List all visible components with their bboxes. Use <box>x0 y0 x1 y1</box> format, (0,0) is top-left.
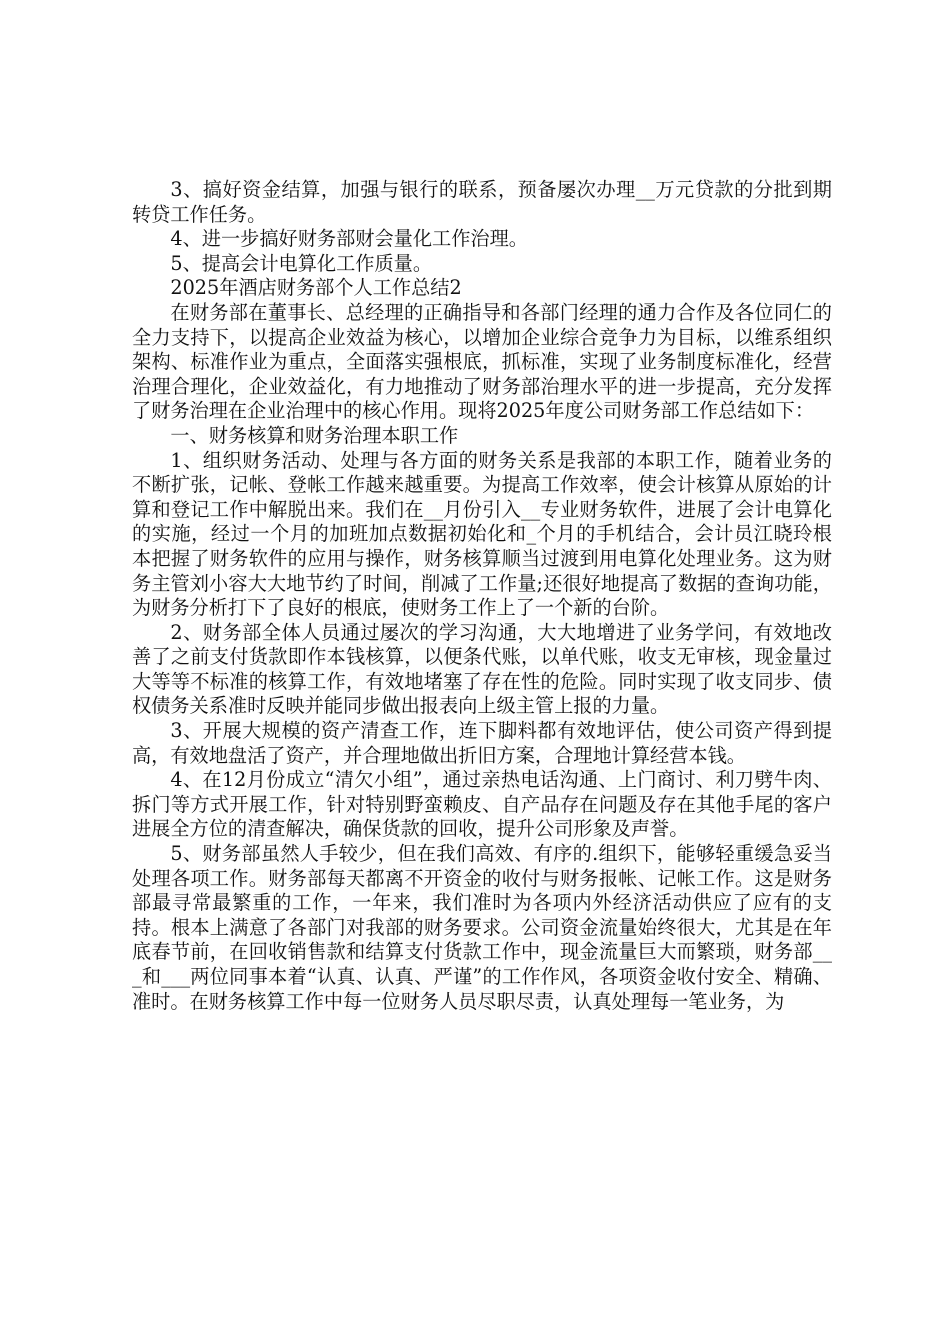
paragraph-4: 4、在12月份成立“清欠小组”，通过亲热电话沟通、上门商讨、利刀劈牛肉、拆门等方式开展工作，针对特别野蛮赖皮、自产品存在问题及存在其他手尾的客户进展全方位的清查解决，确保货款的回收，提升公司形象及声誉。 <box>132 768 832 841</box>
paragraph-item-3: 3、搞好资金结算，加强与银行的联系，预备屡次办理__万元贷款的分批到期转贷工作任务。 <box>132 178 832 226</box>
paragraph-item-5: 5、提高会计电算化工作质量。 <box>170 251 433 275</box>
paragraph-2: 2、财务部全体人员通过屡次的学习沟通，大大地增进了业务学问，有效地改善了之前支付货款即作本钱核算，以便条代账，以单代账，收支无审核，现金量过大等等不标准的核算工作，有效地堵塞了存在性的危险。同时实现了收支同步、债权债务关系准时反映并能同步做出报表向上级主管上报的力量。 <box>132 620 832 718</box>
intro-paragraph: 在财务部在董事长、总经理的正确指导和各部门经理的通力合作及各位同仁的全力支持下，以提高企业效益为核心，以增加企业综合竞争力为目标，以维系组织架构、标准作业为重点，全面落实强根底，抓标准，实现了业务制度标准化，经营治理合理化，企业效益化，有力地推动了财务部治理水平的进一步提高，充分发挥了财务治理在企业治理中的核心作用。现将2025年度公司财务部工作总结如下： <box>132 300 832 423</box>
section-title: 2025年酒店财务部个人工作总结2 <box>170 276 462 300</box>
paragraph-5: 5、财务部虽然人手较少，但在我们高效、有序的.组织下，能够轻重缓急妥当处理各项工作。财务部每天都离不开资金的收付与财务报帐、记帐工作。这是财务部最寻常最繁重的工作，一年来，我们准时为各项内外经济活动供应了应有的支持。根本上满意了各部门对我部的财务要求。公司资金流量始终很大，尤其是在年底春节前，在回收销售款和结算支付货款工作中，现金流量巨大而繁琐，财务部___和___两位同事本着“认真、认真、严谨”的工作作风，各项资金收付安全、精确、准时。在财务核算工作中每一位财务人员尽职尽责，认真处理每一笔业务，为 <box>132 842 832 1013</box>
document-page <box>132 178 832 1014</box>
paragraph-3: 3、开展大规模的资产清查工作，连下脚料都有效地评估，使公司资产得到提高，有效地盘活了资产，并合理地做出折旧方案，合理地计算经营本钱。 <box>132 719 832 767</box>
paragraph-1: 1、组织财务活动、处理与各方面的财务关系是我部的本职工作，随着业务的不断扩张，记帐、登帐工作越来越重要。为提高工作效率，使会计核算从原始的计算和登记工作中解脱出来。我们在__月份引入__专业财务软件，进展了会计电算化的实施，经过一个月的加班加点数据初始化和_个月的手机结合，会计员江晓玲根本把握了财务软件的应用与操作，财务核算顺当过渡到用电算化处理业务。这为财务主管刘小容大大地节约了时间，削减了工作量;还很好地提高了数据的查询功能，为财务分析打下了良好的根底，使财务工作上了一个新的台阶。 <box>132 448 832 620</box>
paragraph-item-4: 4、进一步搞好财务部财会量化工作治理。 <box>170 227 528 251</box>
subsection-heading: 一、财务核算和财务治理本职工作 <box>170 423 459 447</box>
